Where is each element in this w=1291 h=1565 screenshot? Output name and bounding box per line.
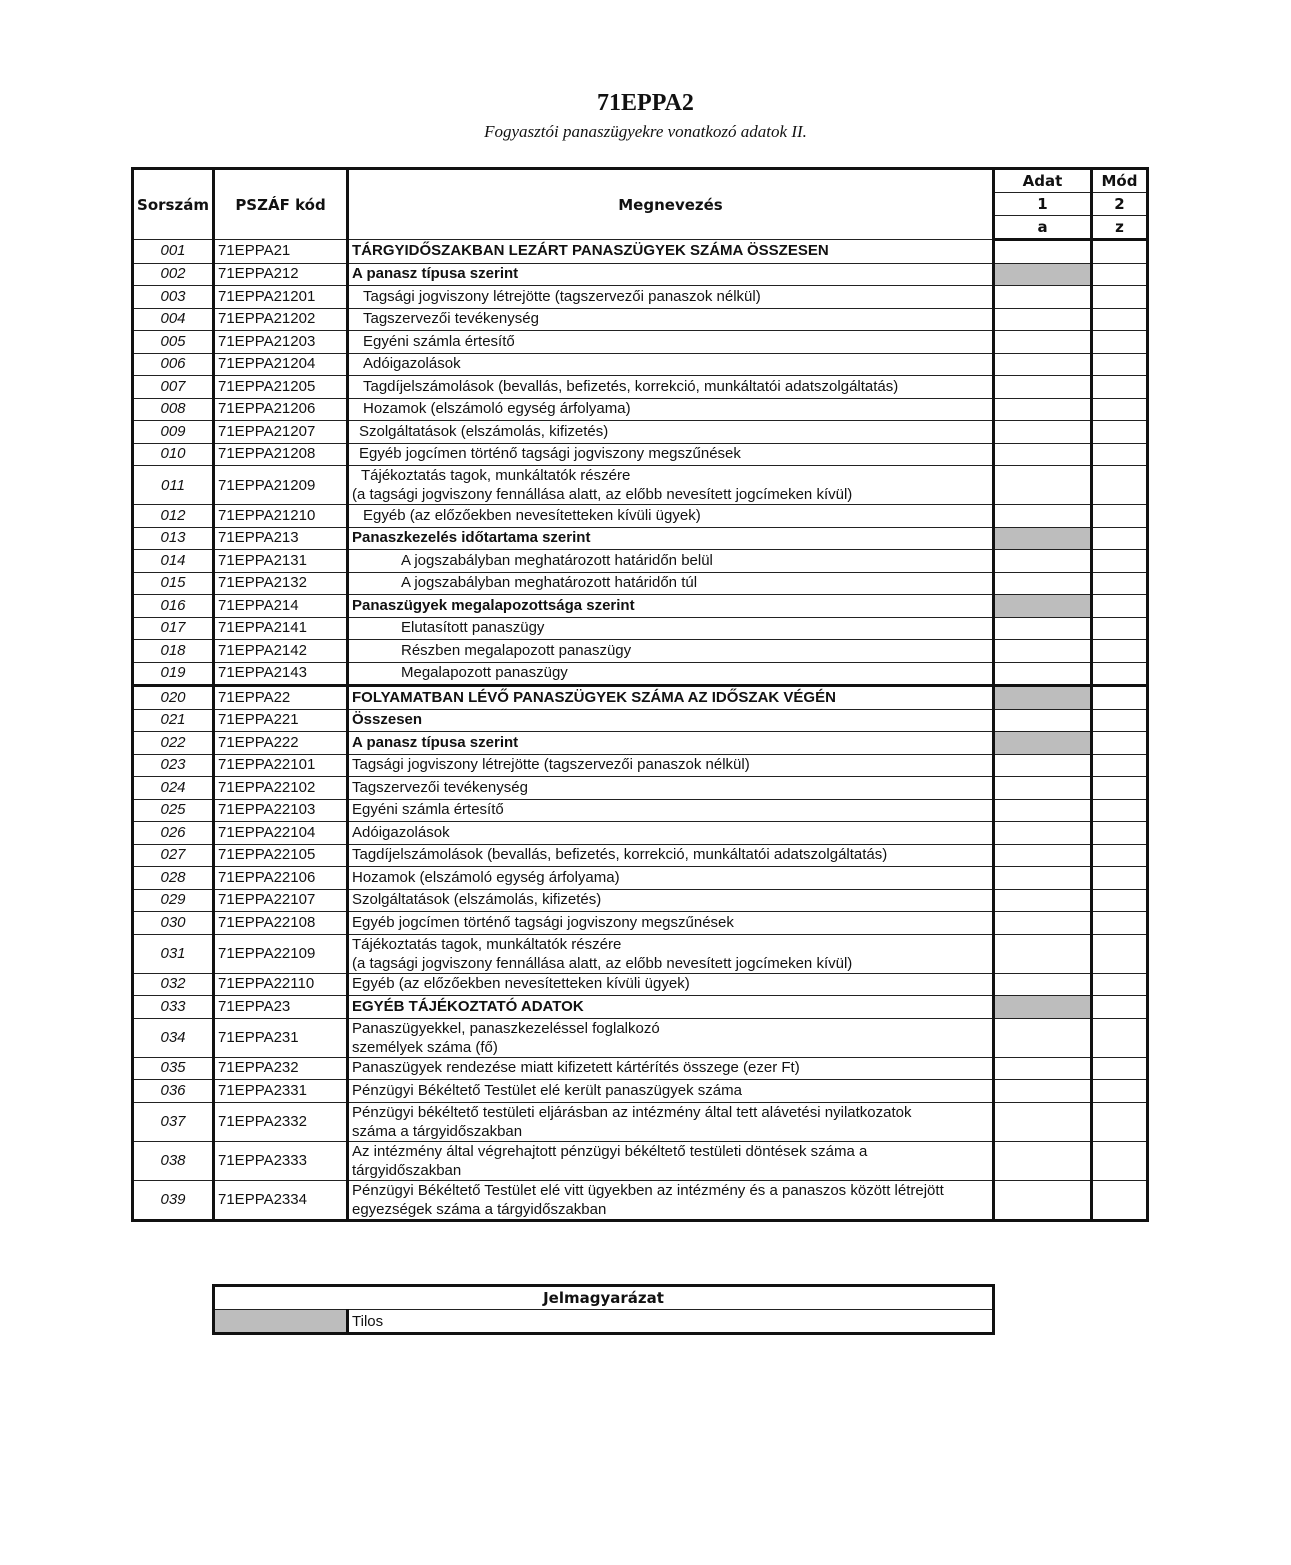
row-label-line: Tagszervezői tevékenység — [352, 778, 528, 796]
row-code: 71EPPA2333 — [214, 1141, 348, 1180]
mod-input-cell[interactable] — [1092, 662, 1148, 686]
mod-input-cell[interactable] — [1092, 308, 1148, 331]
row-label-line-2: egyezségek száma a tárgyidőszakban — [352, 1200, 607, 1218]
row-label-line: Részben megalapozott panaszügy — [401, 641, 632, 659]
row-label-line: Tagsági jogviszony létrejötte (tagszervezői panaszok nélkül) — [363, 287, 761, 305]
adat-input-cell[interactable] — [994, 822, 1092, 845]
header-sorszam: Sorszám — [133, 169, 214, 240]
table-row — [133, 398, 1148, 421]
header-pszaf-kod: PSZÁF kód — [214, 169, 348, 240]
header-adat: Adat — [994, 169, 1092, 193]
row-number: 005 — [133, 331, 214, 354]
row-code: 71EPPA23 — [214, 996, 348, 1019]
row-label-line: Egyéb (az előzőekben nevesítetteken kívüli ügyek) — [363, 506, 701, 524]
row-code: 71EPPA21202 — [214, 308, 348, 331]
adat-input-cell[interactable] — [994, 443, 1092, 466]
mod-input-cell[interactable] — [1092, 527, 1148, 550]
row-label-line: Pénzügyi békéltető testületi eljárásban az intézmény által tett alávetési nyilatkozatok — [352, 1103, 912, 1121]
row-label-line-2: személyek száma (fő) — [352, 1038, 498, 1056]
mod-input-cell[interactable] — [1092, 1057, 1148, 1080]
adat-cell-forbidden — [994, 732, 1092, 755]
row-number: 001 — [133, 240, 214, 264]
row-code: 71EPPA21208 — [214, 443, 348, 466]
mod-input-cell[interactable] — [1092, 331, 1148, 354]
row-number: 030 — [133, 912, 214, 935]
row-number: 012 — [133, 505, 214, 528]
adat-input-cell[interactable] — [994, 308, 1092, 331]
row-code: 71EPPA22101 — [214, 754, 348, 777]
adat-input-cell[interactable] — [994, 844, 1092, 867]
row-code: 71EPPA21204 — [214, 353, 348, 376]
row-label-line: FOLYAMATBAN LÉVŐ PANASZÜGYEK SZÁMA AZ IDŐSZAK VÉGÉN — [352, 688, 836, 706]
row-label — [348, 709, 994, 732]
row-label-line: Adóigazolások — [352, 823, 450, 841]
row-label — [348, 263, 994, 286]
row-label — [348, 443, 994, 466]
row-label — [348, 617, 994, 640]
header-adat-letter: a — [994, 216, 1092, 240]
table-row — [133, 443, 1148, 466]
mod-input-cell[interactable] — [1092, 934, 1148, 973]
row-label-line: Pénzügyi Békéltető Testület elé került panaszügyek száma — [352, 1081, 742, 1099]
row-code: 71EPPA221 — [214, 709, 348, 732]
row-label-line: Hozamok (elszámoló egység árfolyama) — [363, 400, 631, 418]
mod-input-cell[interactable] — [1092, 1102, 1148, 1141]
adat-input-cell[interactable] — [994, 867, 1092, 890]
table-row — [133, 1180, 1148, 1220]
row-label-line-2: (a tagsági jogviszony fennállása alatt, az előbb nevesített jogcímeken kívül) — [352, 954, 853, 972]
adat-cell-forbidden — [994, 686, 1092, 710]
row-code: 71EPPA22102 — [214, 777, 348, 800]
table-row — [133, 595, 1148, 618]
row-number: 017 — [133, 617, 214, 640]
mod-input-cell[interactable] — [1092, 376, 1148, 399]
row-label-line-2: tárgyidőszakban — [352, 1161, 462, 1179]
row-label — [348, 640, 994, 663]
row-label-line: Az intézmény által végrehajtott pénzügyi békéltető testületi döntések száma a — [352, 1142, 868, 1160]
row-code: 71EPPA22106 — [214, 867, 348, 890]
table-row — [133, 1141, 1148, 1180]
row-code: 71EPPA2331 — [214, 1080, 348, 1103]
adat-cell-forbidden — [994, 595, 1092, 618]
table-row — [133, 996, 1148, 1019]
mod-input-cell[interactable] — [1092, 799, 1148, 822]
row-label — [348, 572, 994, 595]
row-number: 015 — [133, 572, 214, 595]
row-label-line: Panaszügyekkel, panaszkezeléssel foglalkozó — [352, 1019, 660, 1037]
adat-input-cell[interactable] — [994, 376, 1092, 399]
row-code: 71EPPA22107 — [214, 889, 348, 912]
legend-forbidden-label: Tilos — [348, 1310, 994, 1334]
table-row — [133, 799, 1148, 822]
adat-input-cell[interactable] — [994, 1102, 1092, 1141]
row-label-line: Összesen — [352, 711, 423, 729]
row-label-line: Elutasított panaszügy — [401, 619, 545, 637]
row-number: 007 — [133, 376, 214, 399]
adat-input-cell[interactable] — [994, 550, 1092, 573]
row-number: 036 — [133, 1080, 214, 1103]
row-label — [348, 1080, 994, 1103]
row-label — [348, 398, 994, 421]
legend-forbidden-swatch — [214, 1310, 348, 1334]
row-label — [348, 331, 994, 354]
row-label — [348, 595, 994, 618]
table-row — [133, 934, 1148, 973]
row-code: 71EPPA21207 — [214, 421, 348, 444]
row-code: 71EPPA21210 — [214, 505, 348, 528]
row-number: 013 — [133, 527, 214, 550]
row-number: 010 — [133, 443, 214, 466]
mod-input-cell[interactable] — [1092, 996, 1148, 1019]
mod-input-cell[interactable] — [1092, 398, 1148, 421]
row-code: 71EPPA22109 — [214, 934, 348, 973]
row-label-line: TÁRGYIDŐSZAKBAN LEZÁRT PANASZÜGYEK SZÁMA ÖSSZESEN — [352, 242, 829, 260]
row-label — [348, 550, 994, 573]
row-number: 035 — [133, 1057, 214, 1080]
row-label-line: Pénzügyi Békéltető Testület elé vitt ügyekben az intézmény és a panaszos között létrejött — [352, 1181, 944, 1199]
row-number: 038 — [133, 1141, 214, 1180]
row-label — [348, 286, 994, 309]
mod-input-cell[interactable] — [1092, 640, 1148, 663]
row-label — [348, 686, 994, 710]
header-adat-number: 1 — [994, 193, 1092, 216]
row-code: 71EPPA2132 — [214, 572, 348, 595]
row-label — [348, 889, 994, 912]
row-code: 71EPPA22110 — [214, 973, 348, 996]
table-row — [133, 308, 1148, 331]
row-number: 020 — [133, 686, 214, 710]
form-title: 71EPPA2 — [597, 90, 694, 116]
row-label — [348, 867, 994, 890]
row-label — [348, 1180, 994, 1220]
row-label-line: Egyéni számla értesítő — [363, 332, 515, 350]
row-number: 022 — [133, 732, 214, 755]
mod-input-cell[interactable] — [1092, 572, 1148, 595]
table-row — [133, 466, 1148, 505]
table-row — [133, 1080, 1148, 1103]
row-code: 71EPPA22 — [214, 686, 348, 710]
row-code: 71EPPA214 — [214, 595, 348, 618]
row-label — [348, 353, 994, 376]
adat-input-cell[interactable] — [994, 466, 1092, 505]
row-label-line: A panasz típusa szerint — [352, 265, 519, 283]
mod-input-cell[interactable] — [1092, 912, 1148, 935]
mod-input-cell[interactable] — [1092, 732, 1148, 755]
row-label-line: Egyéb jogcímen történő tagsági jogviszony megszűnések — [352, 913, 734, 931]
table-row — [133, 240, 1148, 264]
row-number: 039 — [133, 1180, 214, 1220]
row-label-line-2: (a tagsági jogviszony fennállása alatt, az előbb nevesített jogcímeken kívül) — [352, 486, 853, 503]
row-code: 71EPPA212 — [214, 263, 348, 286]
row-label — [348, 996, 994, 1019]
row-code: 71EPPA21 — [214, 240, 348, 264]
row-code: 71EPPA21201 — [214, 286, 348, 309]
row-label — [348, 662, 994, 686]
row-code: 71EPPA2143 — [214, 662, 348, 686]
row-label-line: Szolgáltatások (elszámolás, kifizetés) — [352, 891, 602, 909]
row-number: 011 — [133, 466, 214, 505]
row-label — [348, 308, 994, 331]
row-number: 019 — [133, 662, 214, 686]
row-number: 002 — [133, 263, 214, 286]
row-code: 71EPPA2141 — [214, 617, 348, 640]
table-row — [133, 912, 1148, 935]
mod-input-cell[interactable] — [1092, 421, 1148, 444]
mod-input-cell[interactable] — [1092, 822, 1148, 845]
row-number: 032 — [133, 973, 214, 996]
adat-input-cell[interactable] — [994, 912, 1092, 935]
row-number: 025 — [133, 799, 214, 822]
mod-input-cell[interactable] — [1092, 466, 1148, 505]
adat-input-cell[interactable] — [994, 421, 1092, 444]
mod-input-cell[interactable] — [1092, 686, 1148, 710]
row-number: 004 — [133, 308, 214, 331]
adat-input-cell[interactable] — [994, 505, 1092, 528]
row-code: 71EPPA2142 — [214, 640, 348, 663]
adat-input-cell[interactable] — [994, 1180, 1092, 1220]
table-row — [133, 822, 1148, 845]
table-row — [133, 709, 1148, 732]
row-label-line: Egyéb jogcímen történő tagsági jogviszony megszűnések — [359, 445, 741, 463]
row-label — [348, 466, 994, 505]
row-label — [348, 376, 994, 399]
adat-input-cell[interactable] — [994, 934, 1092, 973]
row-code: 71EPPA231 — [214, 1018, 348, 1057]
row-label-line: A jogszabályban meghatározott határidőn belül — [401, 551, 713, 569]
row-number: 008 — [133, 398, 214, 421]
table-row — [133, 1018, 1148, 1057]
table-row — [133, 527, 1148, 550]
table-row — [133, 331, 1148, 354]
table-row — [133, 662, 1148, 686]
row-code: 71EPPA21206 — [214, 398, 348, 421]
table-row — [133, 640, 1148, 663]
row-code: 71EPPA2332 — [214, 1102, 348, 1141]
adat-cell-forbidden — [994, 263, 1092, 286]
row-label-line: A panasz típusa szerint — [352, 733, 519, 751]
row-label-line-2: száma a tárgyidőszakban — [352, 1122, 523, 1140]
row-label — [348, 934, 994, 973]
row-code: 71EPPA22103 — [214, 799, 348, 822]
row-label — [348, 822, 994, 845]
row-number: 026 — [133, 822, 214, 845]
row-label-line: Panaszkezelés időtartama szerint — [352, 529, 591, 547]
row-label-line: Szolgáltatások (elszámolás, kifizetés) — [359, 422, 609, 440]
row-number: 033 — [133, 996, 214, 1019]
adat-input-cell[interactable] — [994, 640, 1092, 663]
table-row — [133, 973, 1148, 996]
row-label-line: Egyéni számla értesítő — [352, 801, 504, 819]
row-label — [348, 844, 994, 867]
row-label — [348, 527, 994, 550]
form-subtitle: Fogyasztói panaszügyekre vonatkozó adatok II. — [484, 122, 807, 141]
mod-input-cell[interactable] — [1092, 595, 1148, 618]
adat-input-cell[interactable] — [994, 617, 1092, 640]
row-label-line: EGYÉB TÁJÉKOZTATÓ ADATOK — [352, 997, 584, 1015]
table-row — [133, 505, 1148, 528]
row-number: 018 — [133, 640, 214, 663]
row-code: 71EPPA21203 — [214, 331, 348, 354]
table-row — [133, 777, 1148, 800]
row-code: 71EPPA213 — [214, 527, 348, 550]
row-label-line: Egyéb (az előzőekben nevesítetteken kívüli ügyek) — [352, 975, 690, 993]
row-label-line: Megalapozott panaszügy — [401, 664, 568, 682]
row-label — [348, 1102, 994, 1141]
row-label-line: Hozamok (elszámoló egység árfolyama) — [352, 868, 620, 886]
table-row — [133, 376, 1148, 399]
mod-input-cell[interactable] — [1092, 505, 1148, 528]
row-label-line: Panaszügyek megalapozottsága szerint — [352, 596, 635, 614]
row-code: 71EPPA2131 — [214, 550, 348, 573]
table-row — [133, 421, 1148, 444]
row-label-line: Tagszervezői tevékenység — [363, 310, 539, 328]
row-label-line: Tagdíjelszámolások (bevallás, befizetés, korrekció, munkáltatói adatszolgáltatás) — [363, 377, 899, 395]
mod-input-cell[interactable] — [1092, 844, 1148, 867]
row-code: 71EPPA2334 — [214, 1180, 348, 1220]
row-label — [348, 799, 994, 822]
row-number: 021 — [133, 709, 214, 732]
row-code: 71EPPA21209 — [214, 466, 348, 505]
table-row — [133, 353, 1148, 376]
row-label — [348, 421, 994, 444]
adat-input-cell[interactable] — [994, 1018, 1092, 1057]
adat-input-cell[interactable] — [994, 799, 1092, 822]
adat-input-cell[interactable] — [994, 777, 1092, 800]
row-label-line: Panaszügyek rendezése miatt kifizetett kártérítés összege (ezer Ft) — [352, 1059, 800, 1077]
mod-input-cell[interactable] — [1092, 286, 1148, 309]
mod-input-cell[interactable] — [1092, 1141, 1148, 1180]
header-mod-number: 2 — [1092, 193, 1148, 216]
row-label — [348, 1141, 994, 1180]
adat-cell-forbidden — [994, 527, 1092, 550]
table-row — [133, 867, 1148, 890]
adat-input-cell[interactable] — [994, 889, 1092, 912]
row-label — [348, 732, 994, 755]
mod-input-cell[interactable] — [1092, 263, 1148, 286]
table-row — [133, 686, 1148, 710]
mod-input-cell[interactable] — [1092, 240, 1148, 264]
mod-input-cell[interactable] — [1092, 443, 1148, 466]
row-label — [348, 754, 994, 777]
row-number: 003 — [133, 286, 214, 309]
table-row — [133, 754, 1148, 777]
adat-input-cell[interactable] — [994, 709, 1092, 732]
row-label-line: Adóigazolások — [363, 355, 461, 373]
table-row — [133, 263, 1148, 286]
row-number: 029 — [133, 889, 214, 912]
table-row — [133, 550, 1148, 573]
row-label — [348, 1018, 994, 1057]
mod-input-cell[interactable] — [1092, 1018, 1148, 1057]
adat-input-cell[interactable] — [994, 1080, 1092, 1103]
row-number: 024 — [133, 777, 214, 800]
mod-input-cell[interactable] — [1092, 617, 1148, 640]
mod-input-cell[interactable] — [1092, 777, 1148, 800]
row-number: 027 — [133, 844, 214, 867]
adat-input-cell[interactable] — [994, 286, 1092, 309]
adat-input-cell[interactable] — [994, 353, 1092, 376]
row-code: 71EPPA22108 — [214, 912, 348, 935]
row-number: 006 — [133, 353, 214, 376]
row-number: 016 — [133, 595, 214, 618]
row-label-line: Tájékoztatás tagok, munkáltatók részére — [352, 935, 622, 953]
mod-input-cell[interactable] — [1092, 1180, 1148, 1220]
row-label — [348, 973, 994, 996]
adat-input-cell[interactable] — [994, 754, 1092, 777]
table-body — [133, 240, 1148, 1221]
row-code: 71EPPA21205 — [214, 376, 348, 399]
row-number: 023 — [133, 754, 214, 777]
adat-input-cell[interactable] — [994, 331, 1092, 354]
row-label — [348, 777, 994, 800]
mod-input-cell[interactable] — [1092, 550, 1148, 573]
row-number: 014 — [133, 550, 214, 573]
mod-input-cell[interactable] — [1092, 973, 1148, 996]
header-mod-letter: z — [1092, 216, 1148, 240]
row-number: 037 — [133, 1102, 214, 1141]
mod-input-cell[interactable] — [1092, 889, 1148, 912]
adat-input-cell[interactable] — [994, 240, 1092, 264]
table-row — [133, 844, 1148, 867]
row-number: 028 — [133, 867, 214, 890]
mod-input-cell[interactable] — [1092, 709, 1148, 732]
row-label-line: Tagdíjelszámolások (bevallás, befizetés, korrekció, munkáltatói adatszolgáltatás) — [352, 846, 888, 864]
adat-input-cell[interactable] — [994, 973, 1092, 996]
row-label-line: Tájékoztatás tagok, munkáltatók részére — [361, 467, 631, 484]
table-row — [133, 1057, 1148, 1080]
adat-input-cell[interactable] — [994, 398, 1092, 421]
row-label-line: A jogszabályban meghatározott határidőn túl — [401, 574, 698, 592]
row-label — [348, 1057, 994, 1080]
mod-input-cell[interactable] — [1092, 867, 1148, 890]
row-label — [348, 912, 994, 935]
adat-input-cell[interactable] — [994, 1057, 1092, 1080]
mod-input-cell[interactable] — [1092, 353, 1148, 376]
legend-title: Jelmagyarázat — [214, 1286, 994, 1310]
table-row — [133, 617, 1148, 640]
legend-table — [212, 1284, 995, 1335]
row-label-line: Tagsági jogviszony létrejötte (tagszervezői panaszok nélkül) — [352, 756, 750, 774]
row-code: 71EPPA222 — [214, 732, 348, 755]
row-code: 71EPPA22105 — [214, 844, 348, 867]
adat-input-cell[interactable] — [994, 1141, 1092, 1180]
row-label — [348, 240, 994, 264]
row-code: 71EPPA232 — [214, 1057, 348, 1080]
adat-input-cell[interactable] — [994, 572, 1092, 595]
header-megnevezes: Megnevezés — [348, 169, 994, 240]
table-row — [133, 732, 1148, 755]
adat-cell-forbidden — [994, 996, 1092, 1019]
mod-input-cell[interactable] — [1092, 754, 1148, 777]
table-row — [133, 1102, 1148, 1141]
header-mod: Mód — [1092, 169, 1148, 193]
table-row — [133, 572, 1148, 595]
mod-input-cell[interactable] — [1092, 1080, 1148, 1103]
report-table — [131, 167, 1149, 1222]
row-number: 009 — [133, 421, 214, 444]
table-row — [133, 286, 1148, 309]
row-number: 034 — [133, 1018, 214, 1057]
row-label — [348, 505, 994, 528]
adat-input-cell[interactable] — [994, 662, 1092, 686]
row-code: 71EPPA22104 — [214, 822, 348, 845]
row-number: 031 — [133, 934, 214, 973]
table-row — [133, 889, 1148, 912]
